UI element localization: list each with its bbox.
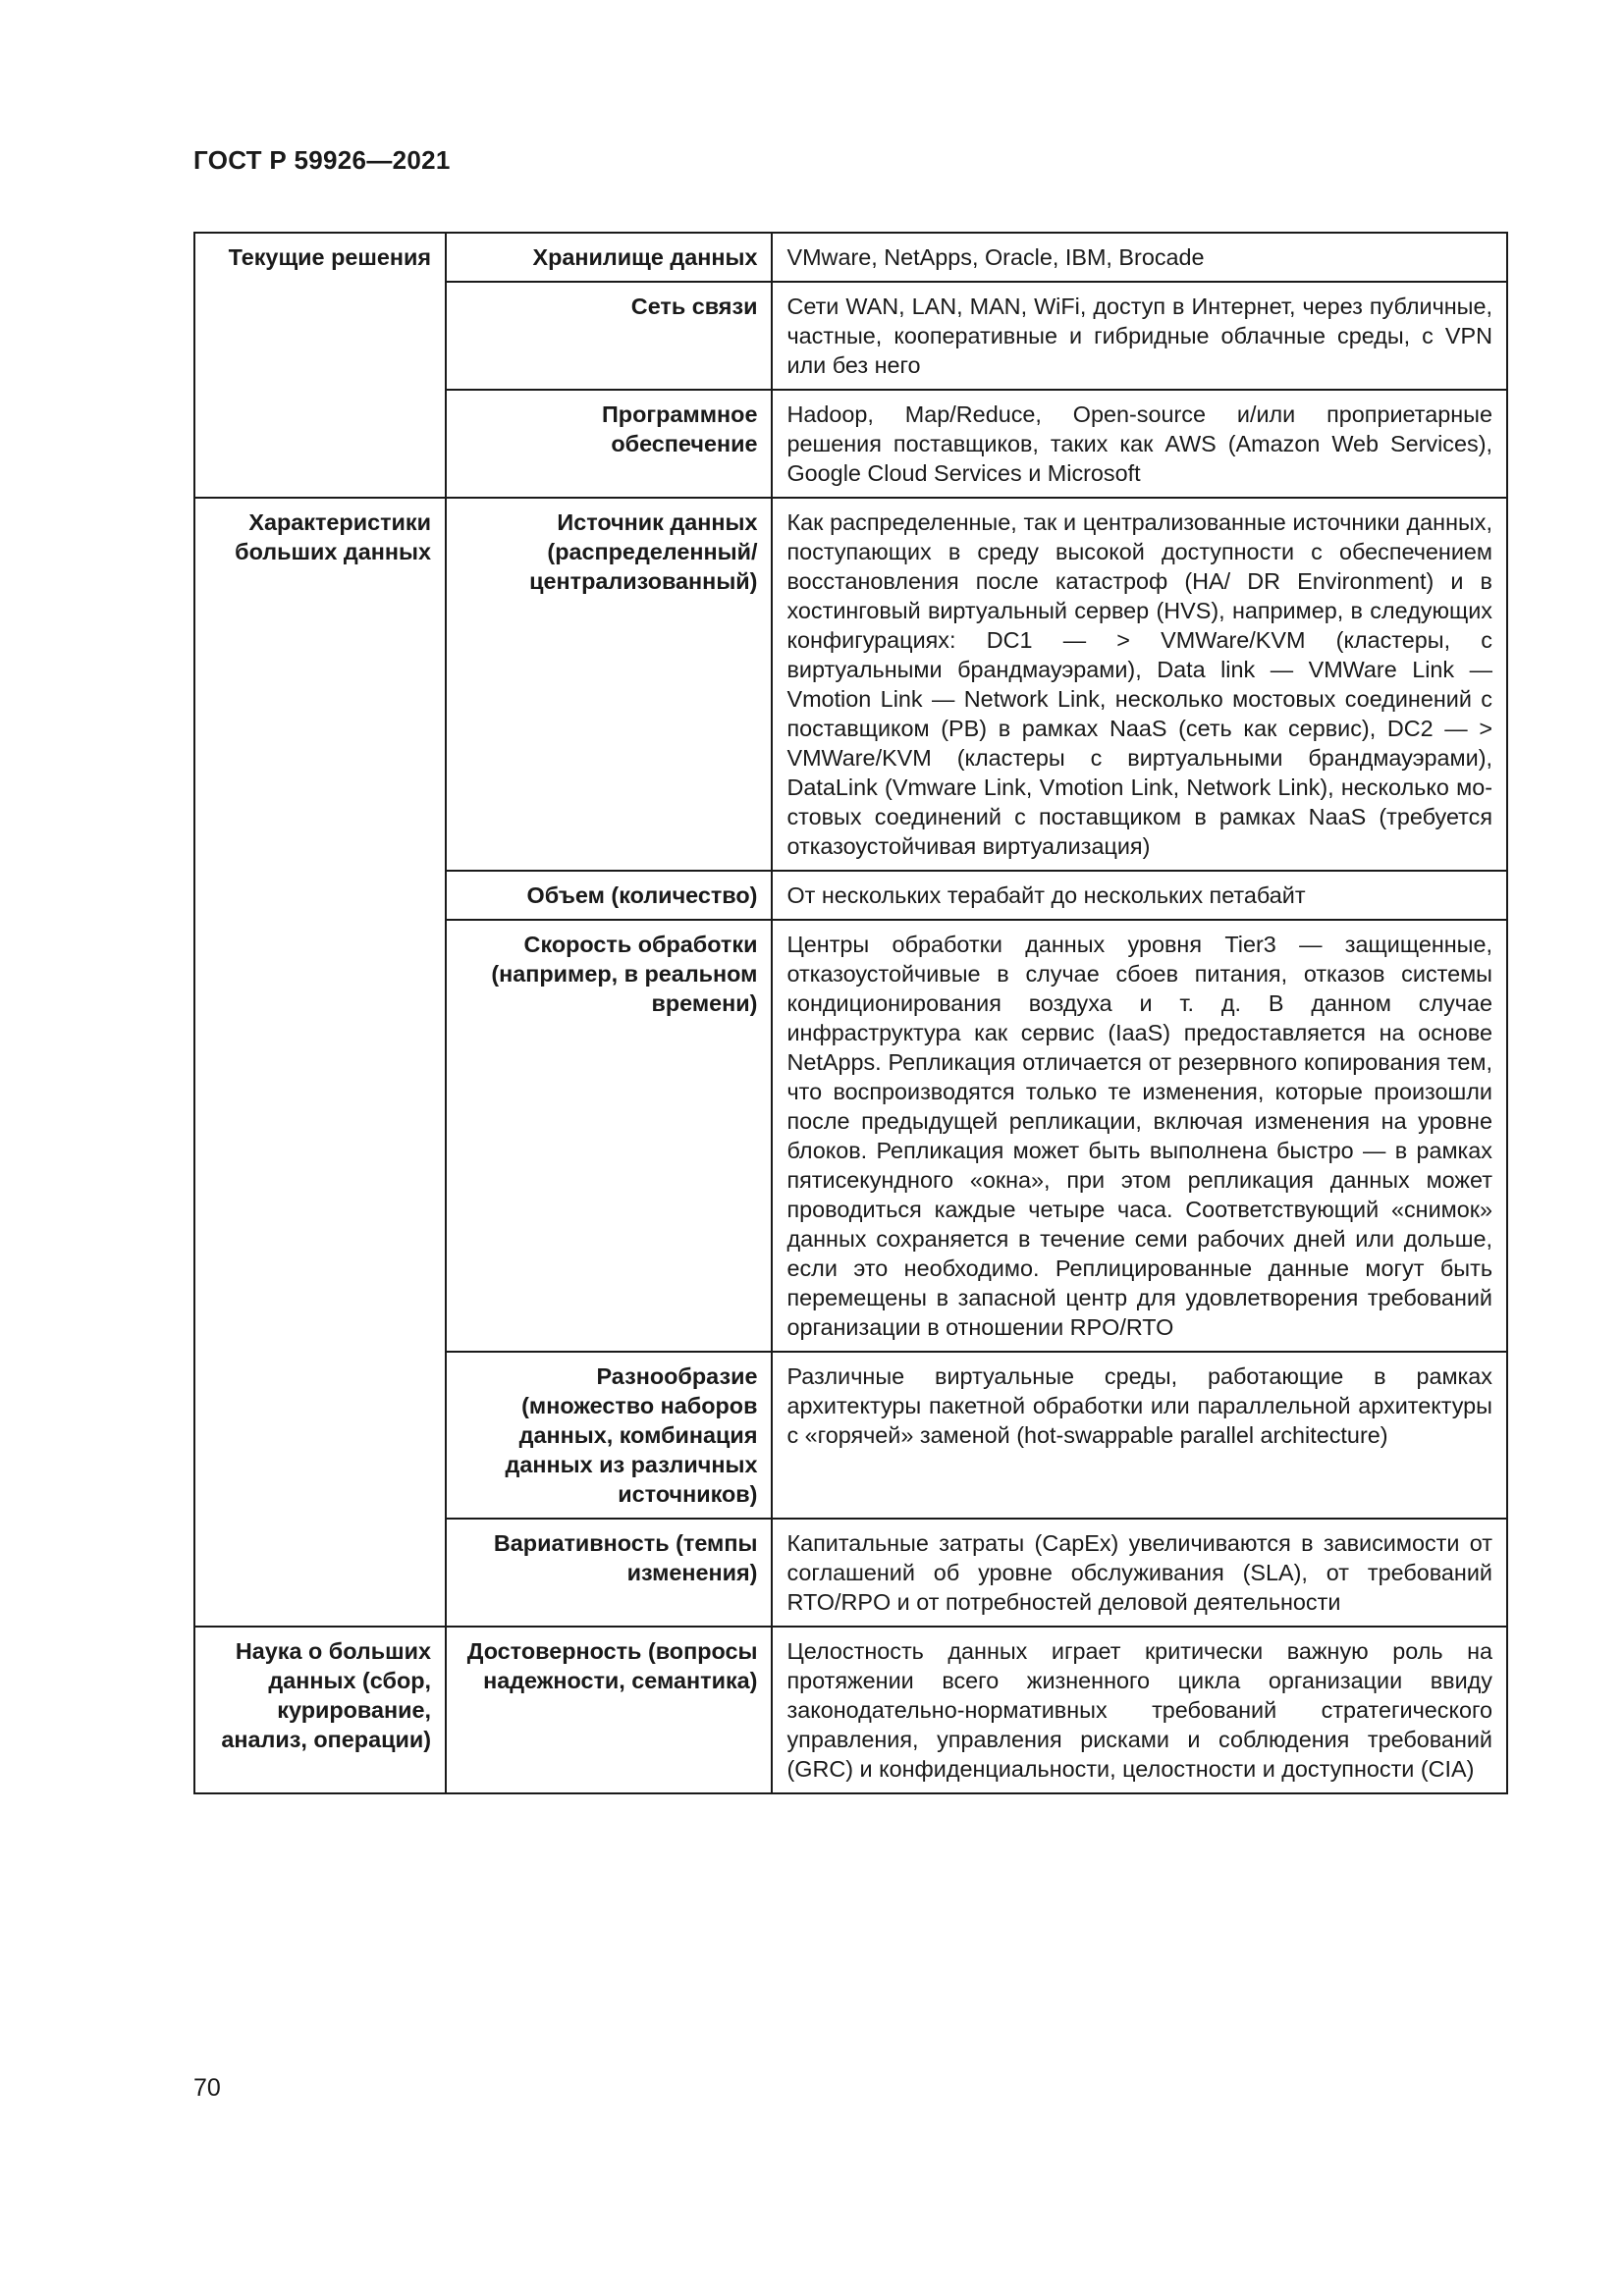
description-cell: VMware, NetApps, Oracle, IBM, Brocade [772,233,1507,282]
description-cell: Различные виртуальные среды, работающие в рамках архитектуры пакетной обработки или параллельной архитектуры с «горячей» заменой (hot-swappable parallel architecture) [772,1352,1507,1519]
attribute-cell: Объем (количество) [446,871,772,920]
attribute-cell: Достоверность (вопросы надежности, семантика) [446,1627,772,1793]
description-cell: Центры обработки данных уровня Tier3 — защищенные, отказоустойчивые в случае сбоев питания, отказов системы кондиционирования воздуха и т. д. В данном случае инфраструктура как сервис (IaaS) предоставляется на основе NetApps. Репликация отличается от резервного копирования тем, что воспроизводятся только те изменения, которые произошли после предыдущей репликации, включая изменения на уровне блоков. Репликация может быть выполнена быстро — в рамках пятисекундного «окна», при этом репликация данных может проводиться каждые четыре часа. Соответствующий «снимок» данных сохраняется в течение семи рабочих дней или дольше, если это необходимо. Реплицированные данные могут быть перемещены в запасной центр для удовлетворения требований организации в отношении RPO/RTO [772,920,1507,1352]
description-cell: Капитальные затраты (CapEx) увеличиваются в зависимости от соглашений об уровне обслуживания (SLA), от требований RTO/RPO и от потребностей деловой деятельности [772,1519,1507,1627]
attribute-cell: Скорость обработки (например, в реальном времени) [446,920,772,1352]
table-row [194,233,1507,282]
attribute-cell: Вариативность (темпы изменения) [446,1519,772,1627]
document-header: ГОСТ Р 59926—2021 [193,145,451,175]
attribute-cell: Программное обеспечение [446,390,772,498]
category-cell: Наука о больших данных (сбор, курирование, анализ, операции) [194,1627,446,1793]
page-number: 70 [193,2074,221,2102]
attribute-cell: Сеть связи [446,282,772,390]
description-cell: Целостность данных играет критически важную роль на протяжении всего жизненного цикла организации ввиду законодательно-нормативных требований стратегического управления, управления рисками и соблюдения требований (GRC) и конфиденциальности, целостности и доступности (CIA) [772,1627,1507,1793]
attribute-cell: Разнообразие (множество наборов данных, комбинация данных из различных источников) [446,1352,772,1519]
table-row [194,1627,1507,1793]
description-cell: От нескольких терабайт до нескольких петабайт [772,871,1507,920]
description-cell: Как распределенные, так и централизованные источники данных, поступающих в среду высокой доступности с обеспечением восстановления после катастроф (HA/ DR Environment) и в хостинговый виртуальный сервер (HVS), например, в следующих конфигурациях: DC1 — > VMWare/KVM (кластеры, с виртуальными брандмауэрами), Data link — VMWare Link — Vmotion Link — Network Link, несколько мостовых соединений с поставщиком (PB) в рамках NaaS (сеть как сервис), DC2 — > VMWare/KVM (кластеры с виртуальными брандмауэрами), DataLink (Vmware Link, Vmotion Link, Network Link), несколько мостовых соединений с поставщиком в рамках NaaS (требуется отказоустойчивая виртуализация) [772,498,1507,871]
category-cell: Текущие решения [194,233,446,498]
category-cell: Характеристики больших данных [194,498,446,1627]
description-cell: Сети WAN, LAN, MAN, WiFi, доступ в Интернет, через публичные, частные, кооперативные и гибридные облачные среды, с VPN или без него [772,282,1507,390]
table-row [194,498,1507,871]
attribute-cell: Хранилище данных [446,233,772,282]
attribute-cell: Источник данных (распределенный/ централизованный) [446,498,772,871]
requirements-table [193,232,1508,1794]
description-cell: Hadoop, Map/Reduce, Open-source и/или проприетарные решения поставщиков, таких как AWS (Amazon Web Services), Google Cloud Services и Microsoft [772,390,1507,498]
